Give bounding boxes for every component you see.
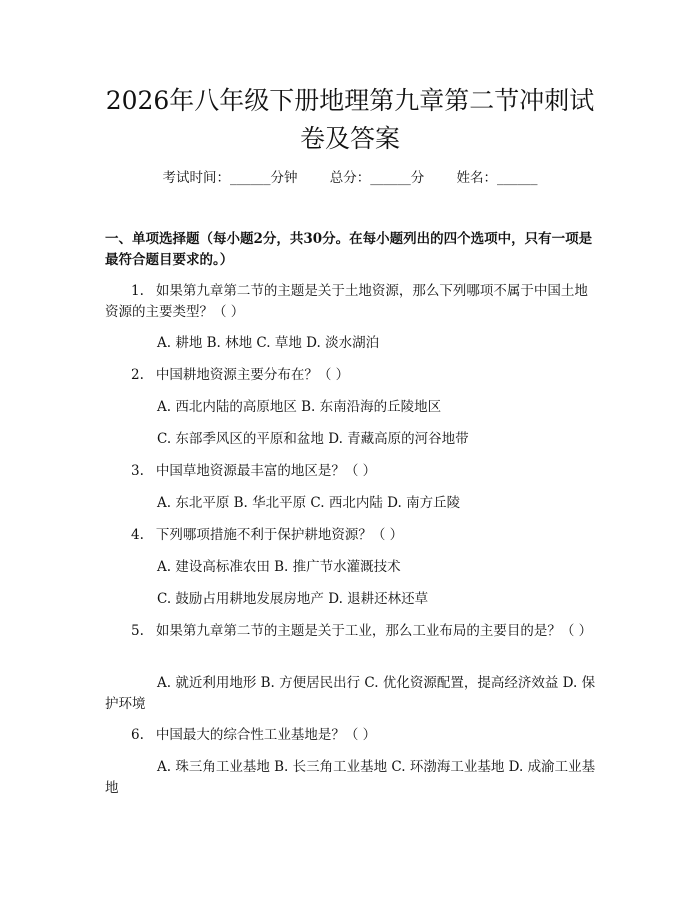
section-heading: 一、单项选择题（每小题2分，共30分。在每小题列出的四个选项中，只有一项是最符合题目要求的。）: [105, 231, 593, 268]
title-line-2: 卷及答案: [299, 124, 400, 153]
question-text: 中国草地资源最丰富的地区是？（ ）: [155, 463, 377, 479]
question-2: [105, 365, 599, 386]
question-2-options-row-2: C. 东部季风区的平原和盆地 D. 青藏高原的河谷地带: [157, 431, 469, 447]
total-score-field: 总分：______分: [329, 170, 425, 186]
question-number: 6.: [131, 727, 144, 743]
question-1: [105, 281, 599, 323]
question-4: [105, 525, 599, 546]
question-3-options: A. 东北平原 B. 华北平原 C. 西北内陆 D. 南方丘陵: [157, 495, 461, 511]
title-line-1: 2026年八年级下册地理第九章第二节冲刺试: [105, 86, 595, 115]
question-6: [105, 725, 599, 746]
question-1-options: A. 耕地 B. 林地 C. 草地 D. 淡水湖泊: [157, 335, 380, 351]
question-3: [105, 461, 599, 482]
question-2-options-row-1: A. 西北内陆的高原地区 B. 东南沿海的丘陵地区: [157, 399, 442, 415]
student-name-field: 姓名：______: [456, 170, 538, 186]
exam-time-field: 考试时间：______分钟: [162, 170, 298, 186]
question-text: 中国最大的综合性工业基地是？（ ）: [155, 727, 377, 743]
question-number: 5.: [131, 623, 144, 639]
question-text: 如果第九章第二节的主题是关于工业，那么工业布局的主要目的是？（ ）: [155, 623, 593, 639]
question-5: [105, 621, 599, 642]
question-text: 如果第九章第二节的主题是关于土地资源，那么下列哪项不属于中国土地资源的主要类型？（ ）: [105, 283, 588, 320]
question-5-options: A. 就近利用地形 B. 方便居民出行 C. 优化资源配置，提高经济效益 D. 保护环境: [105, 675, 596, 712]
question-number: 2.: [131, 367, 144, 383]
question-number: 4.: [131, 527, 144, 543]
document-title: [60, 82, 640, 158]
question-6-options: A. 珠三角工业基地 B. 长三角工业基地 C. 环渤海工业基地 D. 成渝工业基地: [105, 759, 596, 796]
exam-info-line: [0, 168, 700, 188]
question-4-options-row-1: A. 建设高标准农田 B. 推广节水灌溉技术: [157, 559, 401, 575]
question-4-options-row-2: C. 鼓励占用耕地发展房地产 D. 退耕还林还草: [157, 591, 429, 607]
question-text: 中国耕地资源主要分布在？（ ）: [155, 367, 350, 383]
question-number: 1.: [131, 283, 144, 299]
question-text: 下列哪项措施不利于保护耕地资源？（ ）: [155, 527, 404, 543]
question-number: 3.: [131, 463, 144, 479]
